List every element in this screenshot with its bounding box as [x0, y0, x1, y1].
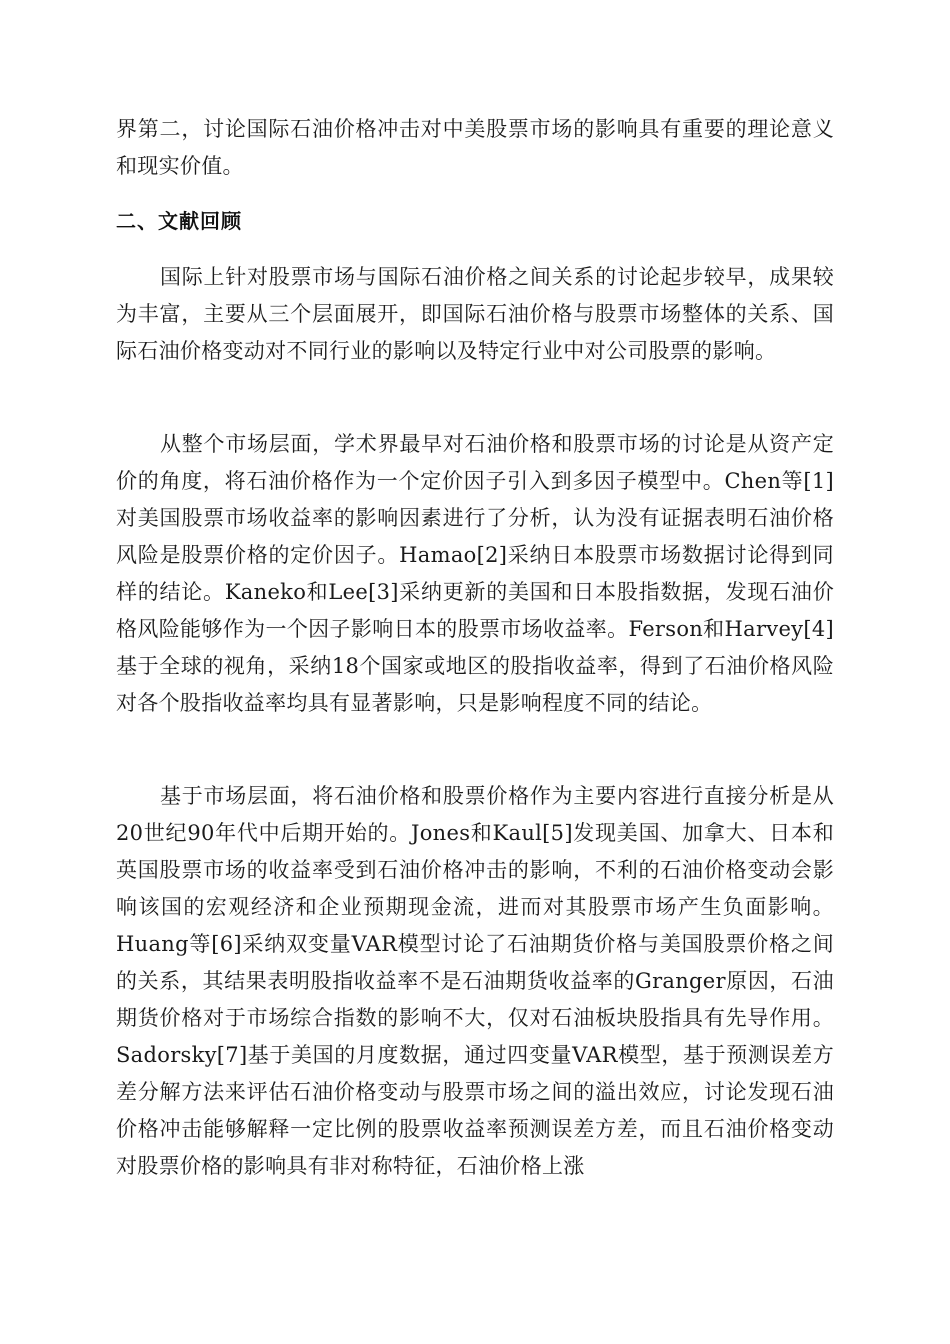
section-heading: 二、文献回顾 [116, 209, 242, 233]
continued-paragraph: 界第二，讨论国际石油价格冲击对中美股票市场的影响具有重要的理论意义和现实价值。 [116, 117, 834, 178]
body-paragraph: 基于市场层面，将石油价格和股票价格作为主要内容进行直接分析是从20世纪90年代中后期开始的。Jones和Kaul[5]发现美国、加拿大、日本和英国股票市场的收益率受到石油价格冲击的影响，不利的石油价格变动会影响该国的宏观经济和企业预期现金流，进而对其股票市场产生负面影响。Huang等[6]采纳双变量VAR模型讨论了石油期货价格与美国股票价格之间的关系，其结果表明股指收益率不是石油期货收益率的Granger原因，石油期货价格对于市场综合指数的影响不大，仅对石油板块股指具有先导作用。Sadorsky[7]基于美国的月度数据，通过四变量VAR模型，基于预测误差方差分解方法来评估石油价格变动与股票市场之间的溢出效应，讨论发现石油价格冲击能够解释一定比例的股票收益率预测误差方差，而且石油价格变动对股票价格的影响具有非对称特征，石油价格上涨 [116, 784, 834, 1178]
body-paragraph: 从整个市场层面，学术界最早对石油价格和股票市场的讨论是从资产定价的角度，将石油价格作为一个定价因子引入到多因子模型中。Chen等[1]对美国股票市场收益率的影响因素进行了分析，认为没有证据表明石油价格风险是股票价格的定价因子。Hamao[2]采纳日本股票市场数据讨论得到同样的结论。Kaneko和Lee[3]采纳更新的美国和日本股指数据，发现石油价格风险能够作为一个因子影响日本的股票市场收益率。Ferson和Harvey[4]基于全球的视角，采纳18个国家或地区的股指收益率，得到了石油价格风险对各个股指收益率均具有显著影响，只是影响程度不同的结论。 [116, 432, 834, 715]
body-paragraph: 国际上针对股票市场与国际石油价格之间关系的讨论起步较早，成果较为丰富，主要从三个层面展开，即国际石油价格与股票市场整体的关系、国际石油价格变动对不同行业的影响以及特定行业中对公司股票的影响。 [116, 265, 834, 363]
